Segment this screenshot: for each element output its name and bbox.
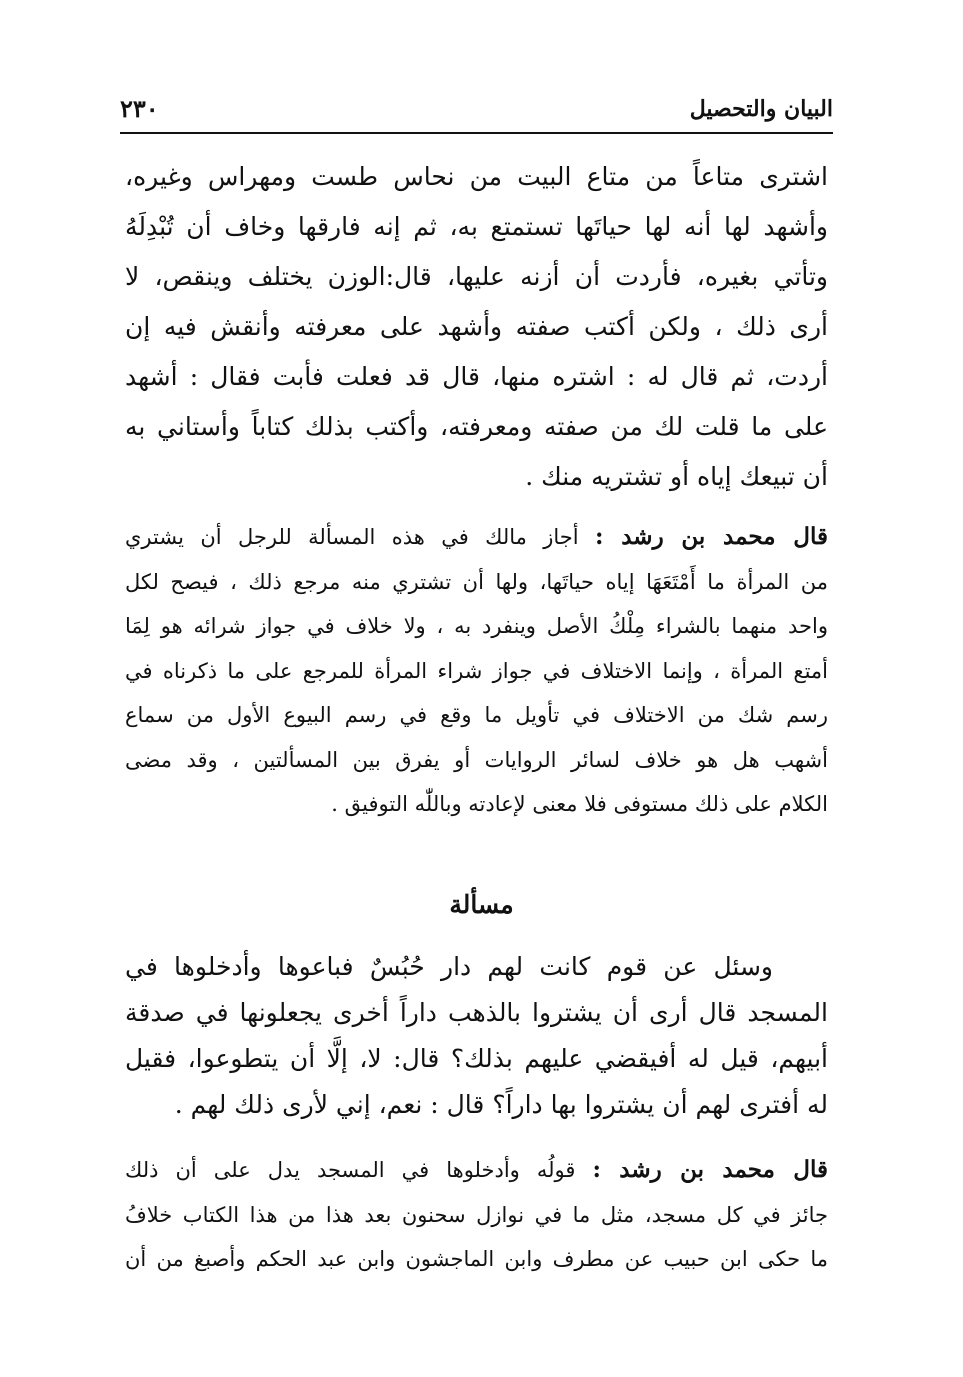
text-line: وتأتي بغيره، فأردت أن أزنه عليها، قال:الوزن يختلف وينقص، لا (125, 262, 828, 291)
text-line: المسجد قال أرى أن يشتروا بالذهب داراً أخرى يجعلونها في صدقة (125, 998, 828, 1027)
paragraph-masala-text (125, 944, 828, 1128)
commentary-line: أمتع المرأة ، وإنما الاختلاف في جواز شراء المرأة للمرجع على ما ذكرناه في (125, 658, 828, 683)
commentary-first-line (125, 1148, 828, 1193)
commentary-line: ما حكى ابن حبيب عن مطرف وابن الماجشون وابن عبد الحكم وأصبغ من أن (125, 1247, 828, 1271)
text-line: وأشهد لها أنه لها حياتَها تستمتع به، ثم إنه فارقها وخاف أن تُبْدِلَهُ (125, 212, 828, 241)
text-line: أردت، ثم قال له : اشتره منها، قال قد فعلت فأبت فقال : أشهد (125, 362, 828, 391)
text-line: اشترى متاعاً من متاع البيت من نحاس طست ومهراس وغيره، (125, 162, 828, 191)
text-line: على ما قلت لك من صفته ومعرفته، وأكتب بذلك كتاباً وأستاني به (125, 412, 828, 441)
paragraph-question-text (125, 152, 828, 502)
page-number: ٢٣٠ (120, 94, 159, 123)
running-title: البيان والتحصيل (689, 96, 833, 122)
commentary-line: من المرأة ما أَمْتَعَهَا إياه حياتَها، ولها أن تشتري منه مرجع ذلك ، فيصح لكل (125, 569, 828, 594)
commentary-line: أشهب هل هو خلاف لسائر الروايات أو يفرق بين المسألتين ، وقد مضى (125, 747, 828, 772)
commentary-line: واحد منهما بالشراء مِلْكُ الأصل وينفرد به ، ولا خلاف في جواز شرائه هو لِمَا (125, 614, 828, 638)
page-header (120, 92, 833, 134)
commentary-line: جائز في كل مسجد، مثل ما في نوازل سحنون بعد هذا من هذا الكتاب خلافُ (125, 1202, 828, 1227)
commentary-lead: قال محمد بن رشد : (592, 1156, 828, 1183)
text-line: أبيهم، قيل له أفيقضي عليهم بذلك؟ قال: لا، إلَّا أن يتطوعوا، فقيل (125, 1044, 828, 1073)
text-line: له أفترى لهم أن يشتروا بها داراً؟ قال : نعم، إني لأرى ذلك لهم . (174, 1090, 828, 1119)
commentary-ibn-rushd-2 (125, 1148, 828, 1282)
text-line: وسئل عن قوم كانت لهم دار حُبُسٌ فباعوها وأدخلوها في (125, 952, 773, 981)
commentary-first-line-text: قولُه وأدخلوها في المسجد يدل على أن ذلك (125, 1158, 593, 1182)
text-line: أرى ذلك ، ولكن أكتب صفته وأشهد على معرفته وأنقش فيه إن (125, 312, 828, 341)
commentary-first-line (125, 515, 828, 560)
commentary-lead: قال محمد بن رشد : (595, 523, 828, 550)
section-heading: مسألة (449, 890, 514, 919)
commentary-first-line-text: أجاز مالك في هذه المسألة للرجل أن يشتري (125, 525, 596, 549)
commentary-ibn-rushd-1 (125, 515, 828, 827)
text-line: أن تبيعك إياه أو تشتريه منك . (525, 462, 828, 491)
commentary-line: رسم شك من الاختلاف في تأويل ما وقع في رسم البيوع الأول من سماع (125, 703, 828, 727)
commentary-line: الكلام على ذلك مستوفى فلا معنى لإعادته وباللّٰه التوفيق . (331, 792, 828, 816)
